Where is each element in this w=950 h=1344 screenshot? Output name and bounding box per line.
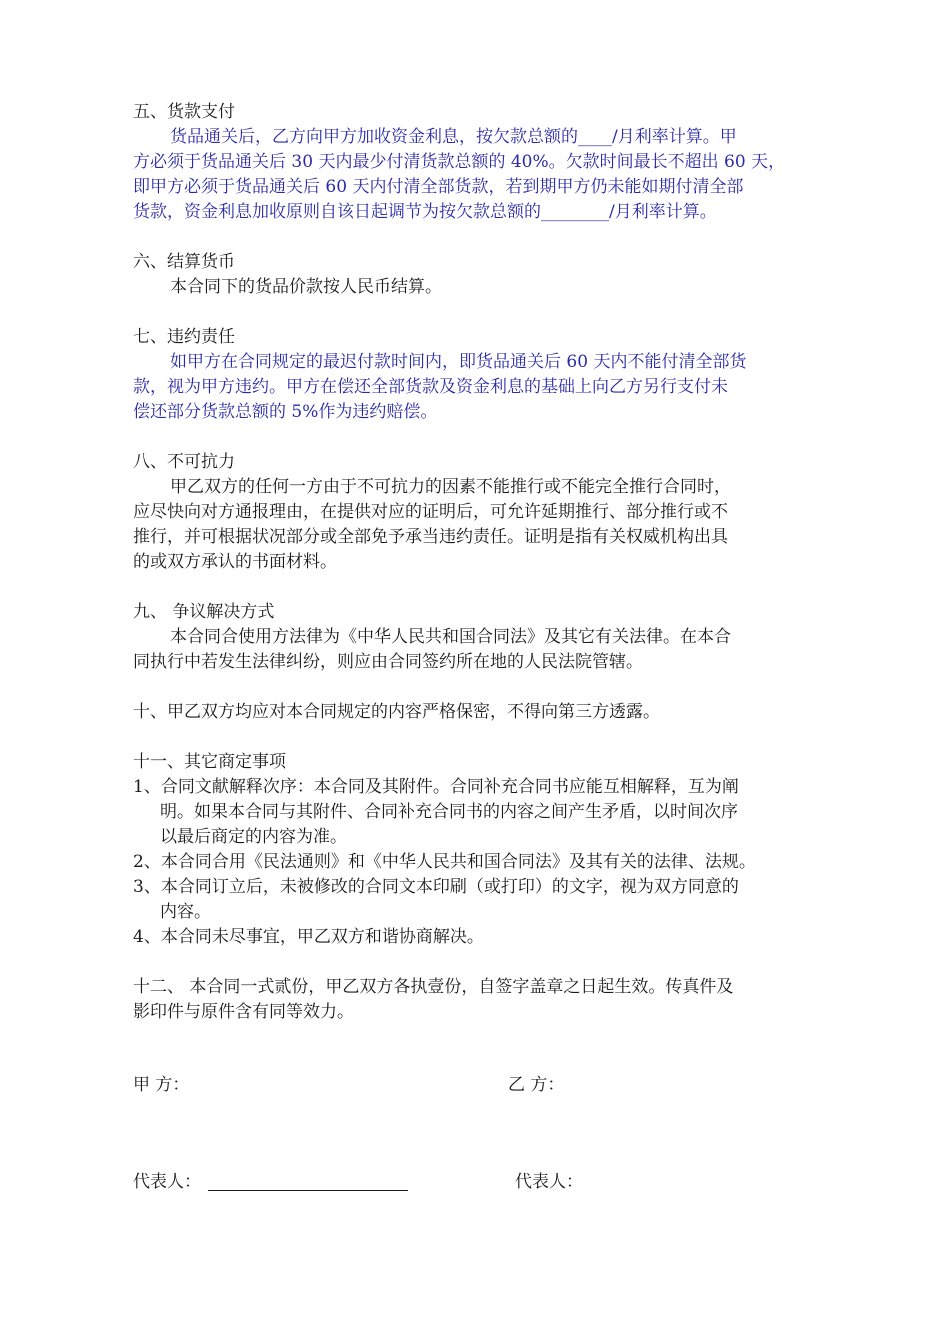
section-8-heading: 八、不可抗力 <box>133 452 235 472</box>
representative-a-label: 代表人： <box>133 1172 201 1192</box>
section-7-line-3: 偿还部分货款总额的 5%作为违约赔偿。 <box>133 402 438 422</box>
party-b-label: 乙 方： <box>508 1075 565 1095</box>
section-6-heading: 六、结算货币 <box>133 252 235 272</box>
section-7-line-2: 款，视为甲方违约。甲方在偿还全部货款及资金利息的基础上向乙方另行支付未 <box>133 377 728 397</box>
section-5-heading: 五、货款支付 <box>133 102 235 122</box>
section-12-line-1: 十二、 本合同一式贰份，甲乙双方各执壹份，自签字盖章之日起生效。传真件及 <box>133 977 734 997</box>
section-7-heading: 七、违约责任 <box>133 327 235 347</box>
section-9-heading: 九、 争议解决方式 <box>133 602 275 622</box>
section-11-item-1-line-3: 以最后商定的内容为准。 <box>160 827 347 847</box>
section-11-item-1-line-2: 明。如果本合同与其附件、合同补充合同书的内容之间产生矛盾，以时间次序 <box>160 802 738 822</box>
section-11-item-4: 4、本合同未尽事宜，甲乙双方和谐协商解决。 <box>133 927 484 947</box>
section-5-line-2: 方必须于货品通关后 30 天内最少付清货款总额的 40%。欠款时间最长不超出 60 天， <box>133 152 786 172</box>
representative-a-signature-line <box>208 1190 408 1191</box>
section-5-line-4: 货款，资金利息加收原则自该日起调节为按欠款总额的________/月利率计算。 <box>133 202 717 222</box>
section-8-line-4: 的或双方承认的书面材料。 <box>133 552 337 572</box>
representative-b-label: 代表人： <box>515 1172 583 1192</box>
section-12-line-2: 影印件与原件含有同等效力。 <box>133 1002 354 1022</box>
section-5-line-1: 货品通关后，乙方向甲方加收资金利息，按欠款总额的____/月利率计算。甲 <box>170 127 737 147</box>
section-7-line-1: 如甲方在合同规定的最迟付款时间内，即货品通关后 60 天内不能付清全部货 <box>170 352 747 372</box>
section-11-item-3-line-2: 内容。 <box>160 902 211 922</box>
section-9-line-2: 同执行中若发生法律纠纷，则应由合同签约所在地的人民法院管辖。 <box>133 652 643 672</box>
section-11-heading: 十一、其它商定事项 <box>133 752 286 772</box>
section-11-item-2: 2、本合同合用《民法通则》和《中华人民共和国合同法》及其有关的法律、法规。 <box>133 852 756 872</box>
section-8-line-2: 应尽快向对方通报理由，在提供对应的证明后，可允许延期推行、部分推行或不 <box>133 502 728 522</box>
party-a-label: 甲 方： <box>133 1075 190 1095</box>
section-5-line-3: 即甲方必须于货品通关后 60 天内付清全部货款，若到期甲方仍未能如期付清全部 <box>133 177 744 197</box>
section-8-line-3: 推行，并可根据状况部分或全部免予承当违约责任。证明是指有关权威机构出具 <box>133 527 728 547</box>
section-9-line-1: 本合同合使用方法律为《中华人民共和国合同法》及其它有关法律。在本合 <box>170 627 731 647</box>
section-6-line-1: 本合同下的货品价款按人民币结算。 <box>170 277 442 297</box>
section-11-item-1-line-1: 1、合同文献解释次序：本合同及其附件。合同补充合同书应能互相解释，互为阐 <box>133 777 739 797</box>
section-11-item-3-line-1: 3、本合同订立后，未被修改的合同文本印刷（或打印）的文字，视为双方同意的 <box>133 877 739 897</box>
section-10-text: 十、甲乙双方均应对本合同规定的内容严格保密，不得向第三方透露。 <box>133 702 660 722</box>
section-8-line-1: 甲乙双方的任何一方由于不可抗力的因素不能推行或不能完全推行合同时， <box>170 477 731 497</box>
